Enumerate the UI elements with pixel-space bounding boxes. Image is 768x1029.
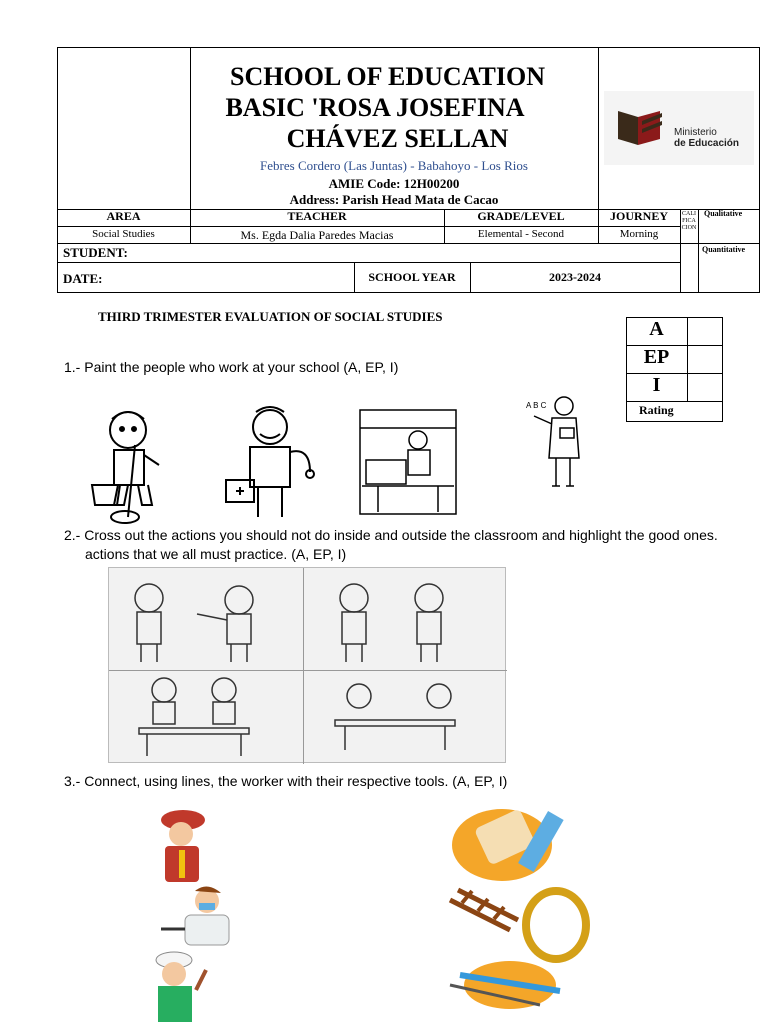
cleaner-figure	[80, 405, 190, 525]
question-2-line1: 2.- Cross out the actions you should not do inside and outside the classroom and highlight the good ones.	[64, 527, 718, 543]
school-title-line1: SCHOOL OF EDUCATION	[230, 62, 545, 91]
area-label: AREA	[106, 209, 141, 223]
teacher-value: Ms. Egda Dalia Paredes Macias	[240, 228, 394, 242]
rating-i: I	[652, 374, 661, 396]
header-divider-right	[598, 47, 599, 209]
classroom-actions-panel	[108, 567, 506, 763]
school-title-line2: BASIC 'ROSA JOSEFINA	[225, 93, 525, 122]
grade-value: Elemental - Second	[477, 228, 565, 240]
row-line-3	[57, 243, 680, 244]
firefighter-figure	[145, 806, 215, 886]
doctor-figure	[220, 402, 330, 522]
teacher-board-text: A B C	[526, 401, 547, 410]
school-year-label: SCHOOL YEAR	[368, 270, 456, 284]
rating-ep: EP	[643, 346, 670, 368]
row-line-2	[57, 226, 680, 227]
row-line-4	[57, 262, 680, 263]
question-3: 3.- Connect, using lines, the worker with their respective tools. (A, EP, I)	[64, 773, 508, 789]
teacher-figure	[512, 386, 607, 494]
builder-figure	[140, 950, 220, 1024]
date-label: DATE:	[63, 271, 103, 286]
col-line-5	[698, 209, 699, 293]
calification-vertical: CALIFICACION	[681, 211, 697, 232]
ministry-logo	[604, 91, 754, 165]
quantitative-label: Quantitative	[702, 245, 746, 254]
row-line-qual	[680, 243, 760, 244]
rating-line-3	[626, 401, 723, 402]
rating-col-line	[687, 317, 688, 401]
school-location: Febres Cordero (Las Juntas) - Babahoyo - Los Rios	[260, 158, 528, 173]
rating-a: A	[649, 318, 664, 340]
rating-label: Rating	[639, 403, 674, 417]
area-value: Social Studies	[92, 228, 155, 240]
classroom-actions-icon	[109, 568, 507, 764]
grade-label: GRADE/LEVEL	[477, 209, 565, 223]
school-year-value: 2023-2024	[549, 270, 601, 284]
exam-title: THIRD TRIMESTER EVALUATION OF SOCIAL STUDIES	[98, 309, 443, 324]
school-address: Address: Parish Head Mata de Cacao	[289, 192, 499, 207]
logo-text-2: de Educación	[674, 138, 740, 149]
teacher-label: TEACHER	[287, 209, 347, 223]
school-title-line3: CHÁVEZ SELLAN	[286, 124, 509, 153]
question-2-line2: actions that we all must practice. (A, EP, I)	[85, 546, 347, 562]
doctor-worker-figure	[155, 885, 235, 950]
amie-code: AMIE Code: 12H00200	[328, 176, 460, 191]
secretary-figure	[358, 408, 458, 516]
journey-value: Morning	[619, 228, 659, 240]
logo-text-1: Ministerio	[674, 127, 717, 138]
journey-label: JOURNEY	[609, 209, 668, 223]
qualitative-label: Qualitative	[704, 209, 743, 218]
question-1: 1.- Paint the people who work at your school (A, EP, I)	[64, 359, 399, 375]
tools-cluster	[440, 805, 590, 1015]
student-label: STUDENT:	[63, 245, 128, 260]
